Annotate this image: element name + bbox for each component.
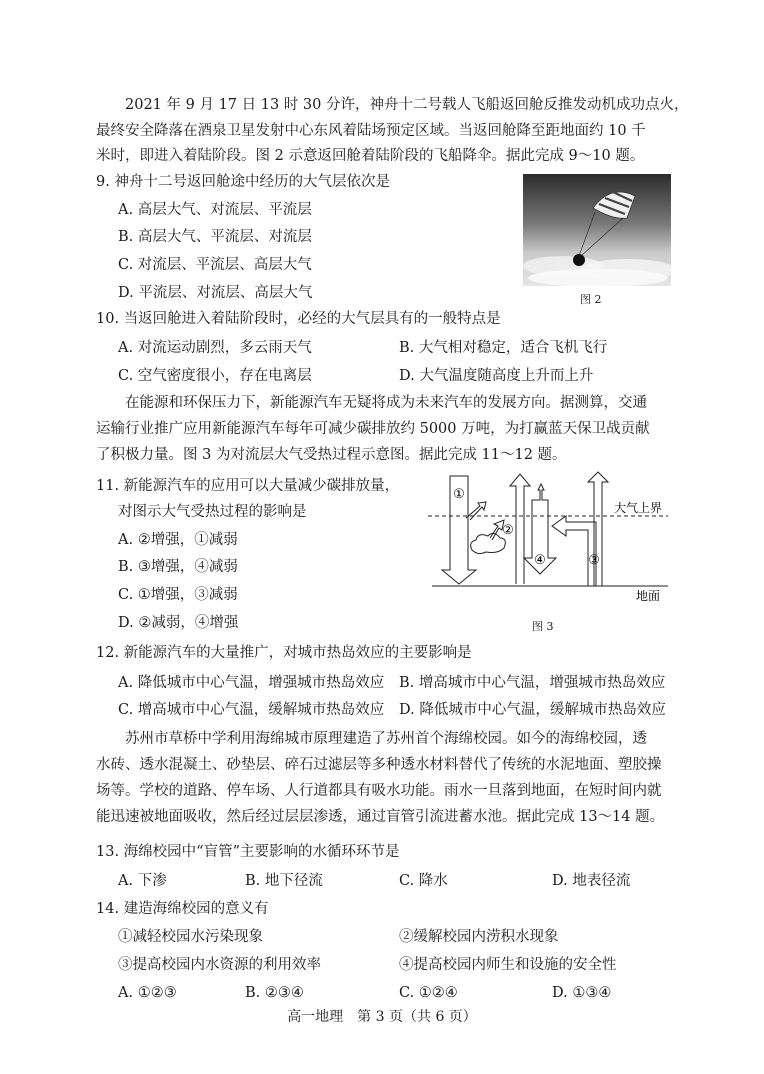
question-14-option-a[interactable]: A. ①②③ [118, 985, 177, 1001]
question-14-option-d[interactable]: D. ①③④ [552, 985, 612, 1001]
label-atmosphere-top: 大气上界 [614, 501, 663, 515]
question-13-option-b[interactable]: B. 地下径流 [245, 873, 323, 889]
arrow-3 [552, 516, 596, 586]
question-10-option-c[interactable]: C. 空气密度很小，存在电离层 [118, 368, 312, 384]
passage-1-line-3: 米时，即进入着陆阶段。图 2 示意返回舱着陆阶段的飞船降伞。据此完成 9～10 题。 [96, 148, 645, 164]
passage-2-line-3: 了积极力量。图 3 为对流层大气受热过程示意图。据此完成 11～12 题。 [96, 447, 567, 463]
cloud-icon [471, 533, 506, 553]
question-9-stem: 9. 神舟十二号返回舱途中经历的大气层依次是 [96, 174, 390, 190]
question-13-option-d[interactable]: D. 地表径流 [552, 873, 631, 889]
figure-2-parachute-photo [523, 174, 671, 286]
question-11-stem-line-1: 11. 新能源汽车的应用可以大量减少碳排放量， [96, 478, 400, 494]
question-12-option-d[interactable]: D. 降低城市中心气温，缓解城市热岛效应 [399, 702, 666, 718]
question-14-stem: 14. 建造海绵校园的意义有 [96, 901, 269, 917]
question-12-option-c[interactable]: C. 增高城市中心气温，缓解城市热岛效应 [118, 702, 385, 718]
question-9-option-a[interactable]: A. 高层大气、对流层、平流层 [118, 202, 312, 218]
question-9-option-d[interactable]: D. 平流层、对流层、高层大气 [118, 285, 313, 301]
figure-3-heating-diagram [428, 470, 672, 606]
question-14-option-c[interactable]: C. ①②④ [399, 985, 458, 1001]
question-12-option-b[interactable]: B. 增高城市中心气温，增强城市热岛效应 [399, 675, 666, 691]
page-footer: 高一地理 第 3 页（共 6 页） [287, 1009, 477, 1025]
label-n4: ④ [534, 553, 546, 568]
figure-2-caption: 图 2 [580, 293, 602, 306]
question-13-option-c[interactable]: C. 降水 [399, 873, 448, 889]
question-14-item-2: ②缓解校园内涝积水现象 [399, 929, 559, 945]
question-11-stem-line-2: 对图示大气受热过程的影响是 [118, 504, 307, 520]
question-10-stem: 10. 当返回舱进入着陆阶段时，必经的大气层具有的一般特点是 [96, 311, 501, 327]
question-9-option-b[interactable]: B. 高层大气、平流层、对流层 [118, 229, 312, 245]
question-11-option-d[interactable]: D. ②减弱，④增强 [118, 615, 239, 631]
question-14-item-1: ①减轻校园水污染现象 [118, 929, 263, 945]
arrow-escape-to-space [588, 472, 608, 586]
question-14-item-3: ③提高校园内水资源的利用效率 [118, 957, 321, 973]
question-10-option-d[interactable]: D. 大气温度随高度上升而上升 [399, 368, 594, 384]
label-n1: ① [453, 487, 465, 502]
passage-1-line-1: 2021 年 9 月 17 日 13 时 30 分许，神舟十二号载人飞船返回舱反推发动机成功点火， [125, 97, 689, 113]
label-n3: ③ [588, 553, 600, 568]
figure-3-caption: 图 3 [532, 620, 554, 633]
passage-3-line-4: 能迅速被地面吸收，然后经过层层渗透，通过盲管引流进蓄水池。据此完成 13～14 题。 [96, 809, 665, 825]
passage-1-line-2: 最终安全降落在酒泉卫星发射中心东风着陆场预定区域。当返回舱降至距地面约 10 千 [96, 123, 646, 139]
passage-3-line-1: 苏州市草桥中学利用海绵城市原理建造了苏州首个海绵校园。如今的海绵校园，透 [125, 731, 647, 747]
question-12-stem: 12. 新能源汽车的大量推广，对城市热岛效应的主要影响是 [96, 645, 472, 661]
passage-3-line-3: 场等。学校的道路、停车场、人行道都具有吸水功能。雨水一旦落到地面，在短时间内就 [96, 783, 662, 799]
question-10-option-b[interactable]: B. 大气相对稳定，适合飞机飞行 [399, 340, 608, 356]
question-13-stem: 13. 海绵校园中“盲管”主要影响的水循环环节是 [96, 844, 400, 860]
question-13-option-a[interactable]: A. 下渗 [118, 873, 167, 889]
question-9-option-c[interactable]: C. 对流层、平流层、高层大气 [118, 257, 312, 273]
question-11-option-c[interactable]: C. ①增强，③减弱 [118, 587, 238, 603]
label-ground: 地面 [636, 589, 661, 603]
passage-2-line-1: 在能源和环保压力下，新能源汽车无疑将成为未来汽车的发展方向。据测算，交通 [125, 395, 647, 411]
question-11-option-a[interactable]: A. ②增强，①减弱 [118, 532, 238, 548]
question-14-option-b[interactable]: B. ②③④ [245, 985, 304, 1001]
return-capsule [573, 254, 585, 266]
label-n2: ② [502, 523, 514, 538]
passage-2-line-2: 运输行业推广应用新能源汽车每年可减少碳排放约 5000 万吨，为打赢蓝天保卫战贡献 [96, 421, 650, 437]
question-14-item-4: ④提高校园内师生和设施的安全性 [399, 957, 617, 973]
passage-3-line-2: 水砖、透水混凝土、砂垫层、碎石过滤层等多种透水材料替代了传统的水泥地面、塑胶操 [96, 757, 662, 773]
question-10-option-a[interactable]: A. 对流运动剧烈，多云雨天气 [118, 340, 312, 356]
question-12-option-a[interactable]: A. 降低城市中心气温，增强城市热岛效应 [118, 675, 385, 691]
question-11-option-b[interactable]: B. ③增强，④减弱 [118, 559, 238, 575]
arrow-reflection [466, 502, 486, 520]
